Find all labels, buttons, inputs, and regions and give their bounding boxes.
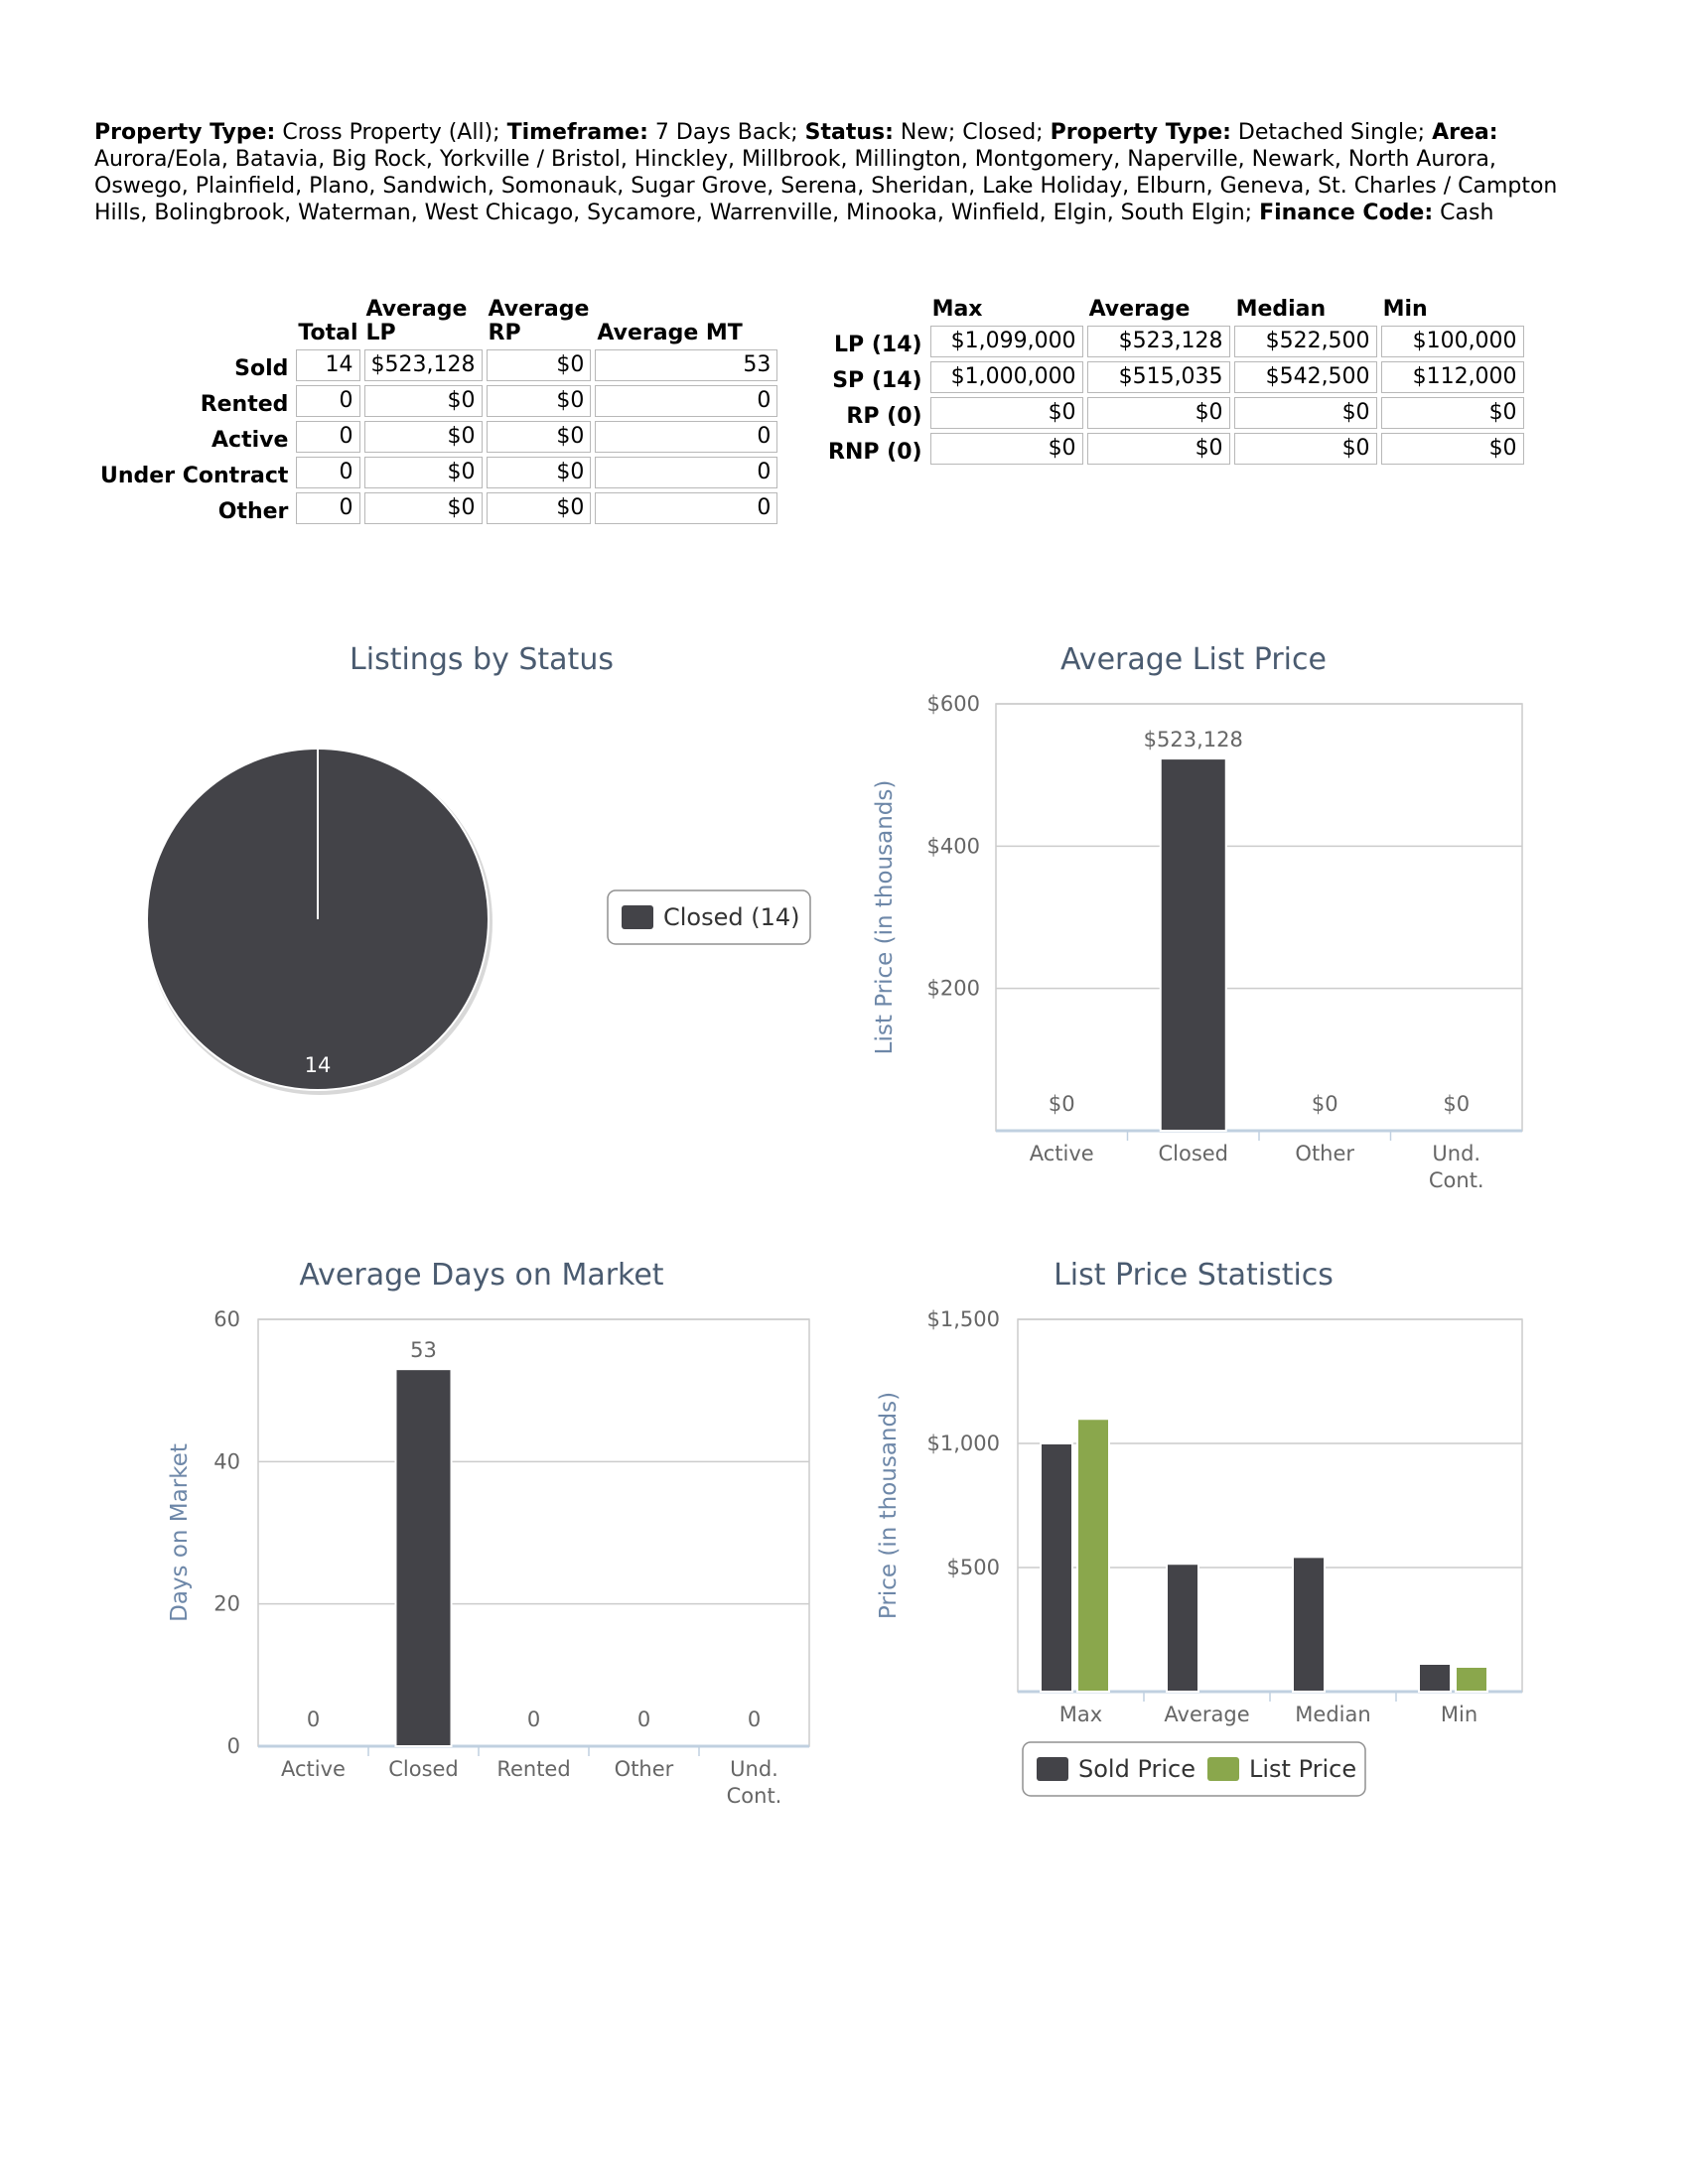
price-header-row <box>826 298 1524 322</box>
table-row <box>98 349 777 381</box>
data-label: $0 <box>1048 1092 1075 1116</box>
x-tick-label: Active <box>1029 1142 1094 1165</box>
table-cell: 0 <box>296 421 359 453</box>
legend-swatch <box>622 905 653 929</box>
bar <box>1077 1419 1109 1692</box>
chart-title: List Price Statistics <box>1054 1258 1334 1293</box>
bar <box>1041 1443 1072 1692</box>
table-cell: $0 <box>1087 433 1230 465</box>
x-tick-label: Active <box>281 1757 346 1781</box>
criteria-finance-label: Finance Code: <box>1259 201 1434 225</box>
data-label: $0 <box>1311 1092 1338 1116</box>
y-tick-label: $400 <box>926 834 980 859</box>
col-header: Median <box>1235 297 1327 322</box>
table-cell: 0 <box>296 385 359 417</box>
criteria-property-type-label: Property Type: <box>94 120 276 145</box>
table-cell: $1,099,000 <box>930 326 1083 357</box>
table-row <box>826 433 1524 465</box>
criteria-timeframe-value: 7 Days Back; <box>654 120 798 145</box>
table-row <box>98 421 777 453</box>
table-cell: $0 <box>930 433 1083 465</box>
table-row <box>98 457 777 488</box>
table-cell: $0 <box>487 349 592 381</box>
table-cell: $0 <box>364 421 483 453</box>
y-tick-label: $600 <box>926 692 980 716</box>
y-axis-title: Days on Market <box>167 1443 193 1622</box>
average-list-price-chart <box>854 625 1569 1201</box>
search-criteria <box>94 119 1594 226</box>
x-tick-label: Rented <box>496 1757 571 1781</box>
list-price-statistics-chart <box>854 1241 1569 1817</box>
table-cell: $0 <box>364 385 483 417</box>
table-cell: $0 <box>487 492 592 524</box>
row-label: Under Contract <box>100 464 289 488</box>
legend-label: List Price <box>1249 1755 1357 1783</box>
row-label: RNP (0) <box>828 440 922 465</box>
price-stats-table <box>822 294 1528 469</box>
data-label: 0 <box>747 1707 762 1731</box>
plot-area <box>258 1319 809 1746</box>
table-cell: $542,500 <box>1234 361 1377 393</box>
table-cell: $0 <box>487 421 592 453</box>
table-cell: $0 <box>364 457 483 488</box>
table-row <box>98 492 777 524</box>
criteria-finance-value: Cash <box>1440 201 1494 225</box>
table-cell: 0 <box>595 385 777 417</box>
table-cell: $0 <box>930 397 1083 429</box>
col-header: Min <box>1382 297 1428 322</box>
table-cell: 0 <box>595 492 777 524</box>
bar <box>1161 758 1226 1131</box>
chart-title: Average List Price <box>1060 642 1327 677</box>
data-label: 53 <box>410 1338 437 1363</box>
x-tick-label: Max <box>1058 1703 1103 1726</box>
table-cell: 0 <box>296 457 359 488</box>
chart-title: Listings by Status <box>350 642 614 677</box>
table-row <box>826 361 1524 393</box>
criteria-property-type-value: Cross Property (All); <box>282 120 500 145</box>
legend-swatch <box>1037 1757 1068 1781</box>
x-tick-label: Und. Cont. <box>726 1757 782 1808</box>
chart-title: Average Days on Market <box>299 1258 664 1293</box>
bar <box>1293 1557 1325 1692</box>
row-label: RP (0) <box>846 404 922 429</box>
criteria-property-type2-value: Detached Single; <box>1237 120 1426 145</box>
criteria-area-value: Aurora/Eola, Batavia, Big Rock, Yorkville / Bristol, Hinckley, Millbrook, Millington, Montgomery, Naperville, Newark, North Aurora, Oswego, Plainfield, Plano, Sandwich, Somonauk, Sugar Grove, Serena, Sheridan, Lake Holiday, Elburn, Geneva, St. Charles / Campton Hills, Bolingbrook, Waterman, West Chicago, Sycamore, Warrenville, Minooka, Winfield, Elgin, South Elgin; <box>94 147 1558 225</box>
table-cell: $0 <box>1381 397 1524 429</box>
data-label: 0 <box>636 1707 651 1731</box>
col-header: Total <box>298 321 358 345</box>
y-tick-label: 20 <box>213 1591 240 1616</box>
table-row <box>826 397 1524 429</box>
legend-label: Sold Price <box>1078 1755 1196 1783</box>
table-cell: $523,128 <box>1087 326 1230 357</box>
data-label: 0 <box>306 1707 321 1731</box>
y-tick-label: $1,500 <box>926 1307 1000 1331</box>
data-label: $0 <box>1443 1092 1471 1116</box>
y-tick-label: $500 <box>946 1556 1000 1579</box>
summary-table <box>94 294 781 528</box>
bar <box>396 1369 452 1746</box>
table-cell: $523,128 <box>364 349 483 381</box>
table-cell: $100,000 <box>1381 326 1524 357</box>
row-label: Active <box>211 428 289 453</box>
row-label: Sold <box>234 356 289 381</box>
x-tick-label: Other <box>1295 1142 1355 1165</box>
table-cell: 53 <box>595 349 777 381</box>
y-tick-label: $200 <box>926 976 980 1001</box>
data-label: 0 <box>526 1707 541 1731</box>
col-header: Average <box>1088 297 1191 322</box>
table-row <box>98 385 777 417</box>
row-label: SP (14) <box>832 368 922 393</box>
average-days-on-market-chart <box>159 1241 834 1817</box>
plot-area <box>996 704 1522 1131</box>
y-tick-label: $1,000 <box>926 1432 1000 1455</box>
x-tick-label: Other <box>614 1757 674 1781</box>
table-cell: 14 <box>296 349 359 381</box>
row-label: Other <box>217 499 289 524</box>
y-tick-label: 40 <box>213 1449 240 1474</box>
y-axis-title: List Price (in thousands) <box>872 779 898 1055</box>
criteria-status-value: New; Closed; <box>900 120 1044 145</box>
table-cell: $515,035 <box>1087 361 1230 393</box>
summary-header-row <box>98 298 777 345</box>
y-tick-label: 0 <box>226 1734 240 1758</box>
table-cell: $1,000,000 <box>930 361 1083 393</box>
x-tick-label: Min <box>1440 1703 1478 1726</box>
bar <box>1167 1564 1198 1692</box>
table-cell: $0 <box>1087 397 1230 429</box>
table-cell: $0 <box>487 457 592 488</box>
table-cell: $0 <box>487 385 592 417</box>
table-cell: $0 <box>1381 433 1524 465</box>
table-cell: $522,500 <box>1234 326 1377 357</box>
bar <box>1456 1667 1487 1692</box>
x-tick-label: Closed <box>388 1757 459 1781</box>
col-header: Max <box>931 297 983 322</box>
criteria-timeframe-label: Timeframe: <box>506 120 648 145</box>
criteria-property-type2-label: Property Type: <box>1050 120 1231 145</box>
y-axis-title: Price (in thousands) <box>876 1391 902 1620</box>
pie-data-label: 14 <box>304 1053 332 1077</box>
table-cell: $112,000 <box>1381 361 1524 393</box>
y-tick-label: 60 <box>213 1307 240 1331</box>
listings-by-status-chart <box>119 625 834 1112</box>
row-label: LP (14) <box>834 333 922 357</box>
table-cell: $0 <box>364 492 483 524</box>
bar <box>1419 1664 1451 1692</box>
col-header: Average MT <box>597 321 743 345</box>
criteria-area-label: Area: <box>1432 120 1498 145</box>
table-row <box>826 326 1524 357</box>
table-cell: 0 <box>595 457 777 488</box>
data-label: $523,128 <box>1143 728 1243 752</box>
x-tick-label: Closed <box>1158 1142 1229 1165</box>
col-header: Average RP <box>488 297 590 345</box>
x-tick-label: Und. Cont. <box>1428 1142 1484 1192</box>
legend-swatch <box>1207 1757 1239 1781</box>
table-cell: $0 <box>1234 397 1377 429</box>
row-label: Rented <box>200 392 289 417</box>
table-cell: 0 <box>296 492 359 524</box>
table-cell: 0 <box>595 421 777 453</box>
x-tick-label: Median <box>1295 1703 1371 1726</box>
table-cell: $0 <box>1234 433 1377 465</box>
x-tick-label: Average <box>1164 1703 1250 1726</box>
criteria-status-label: Status: <box>804 120 894 145</box>
col-header: Average LP <box>365 297 468 345</box>
legend-label: Closed (14) <box>663 903 800 931</box>
